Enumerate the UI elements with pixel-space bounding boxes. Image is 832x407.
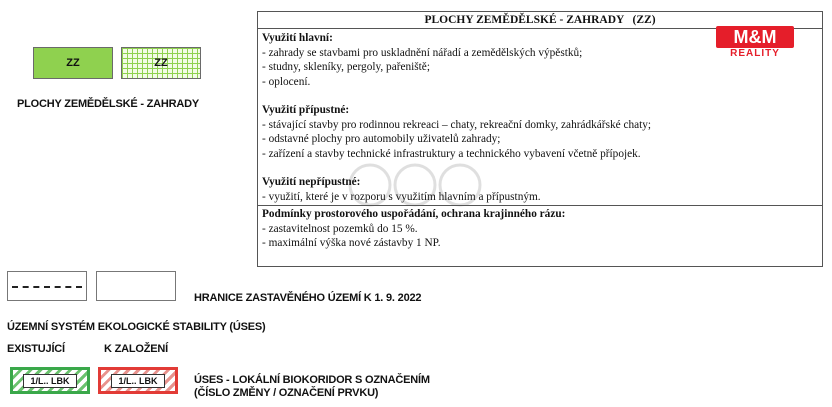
uses-caption-line2: (ČÍSLO ZMĚNY / OZNAČENÍ PRVKU) — [194, 387, 379, 399]
boundary-dashed-swatch — [7, 271, 87, 301]
uses-existing-swatch — [10, 367, 90, 394]
mm-reality-logo — [716, 26, 794, 62]
list-item: - využití, které je v rozporu s využitím hlavním a přípustným. — [262, 190, 541, 203]
list-item: - odstavné plochy pro automobily uživatelů zahrady; — [262, 133, 501, 145]
list-item: - maximální výška nové zástavby 1 NP. — [262, 237, 441, 249]
list-item: - zařízení a stavby technické infrastruktury a technického vybavení včetně přípojek. — [262, 147, 641, 160]
boundary-caption: HRANICE ZASTAVĚNÉHO ÚZEMÍ K 1. 9. 2022 — [194, 292, 422, 304]
dashed-line-icon — [12, 286, 82, 288]
uses-planned-swatch-text: 1/L.. LBK — [111, 374, 164, 388]
list-item: - zastavitelnost pozemků do 15 %. — [262, 222, 418, 235]
uses-planned-swatch — [98, 367, 178, 394]
zz-grid-swatch — [121, 47, 201, 79]
list-item: - studny, skleníky, pergoly, pařeniště; — [262, 61, 430, 73]
section-permitted-use — [258, 89, 822, 161]
zz-solid-swatch — [33, 47, 113, 79]
uses-heading: ÚZEMNÍ SYSTÉM EKOLOGICKÉ STABILITY (ÚSES) — [7, 321, 266, 333]
mm-logo-bottom: REALITY — [730, 48, 780, 59]
list-item: - zahrady se stavbami pro uskladnění nářadí a zemědělských výpěstků; — [262, 46, 583, 59]
list-item: - stávající stavby pro rodinnou rekreaci – chaty, rekreační domky, zahrádkářské chaty; — [262, 118, 652, 131]
zz-solid-swatch-label: ZZ — [66, 57, 80, 69]
uses-existing-swatch-text: 1/L.. LBK — [23, 374, 76, 388]
zz-grid-swatch-label: ZZ — [154, 57, 168, 69]
table-title: PLOCHY ZEMĚDĚLSKÉ - ZAHRADY (ZZ) — [258, 12, 822, 29]
zz-legend-caption: PLOCHY ZEMĚDĚLSKÉ - ZAHRADY — [17, 98, 200, 110]
watermark-emblem-icon — [345, 160, 485, 210]
prohibited-use-title: Využití nepřípustné: — [262, 176, 361, 188]
section-conditions — [258, 205, 822, 251]
mm-logo-top: M&M — [716, 26, 794, 48]
main-use-title: Využití hlavní: — [262, 32, 333, 44]
uses-existing-label: EXISTUJÍCÍ — [7, 343, 65, 355]
permitted-use-title: Využití přípustné: — [262, 104, 350, 116]
section-prohibited-use — [258, 161, 822, 204]
boundary-plain-swatch — [96, 271, 176, 301]
uses-caption-line1: ÚSES - LOKÁLNÍ BIOKORIDOR S OZNAČENÍM — [194, 374, 430, 386]
list-item: - oplocení. — [262, 75, 311, 88]
conditions-title: Podmínky prostorového uspořádání, ochrana krajinného rázu: — [262, 208, 566, 220]
uses-planned-label: K ZALOŽENÍ — [104, 343, 168, 355]
